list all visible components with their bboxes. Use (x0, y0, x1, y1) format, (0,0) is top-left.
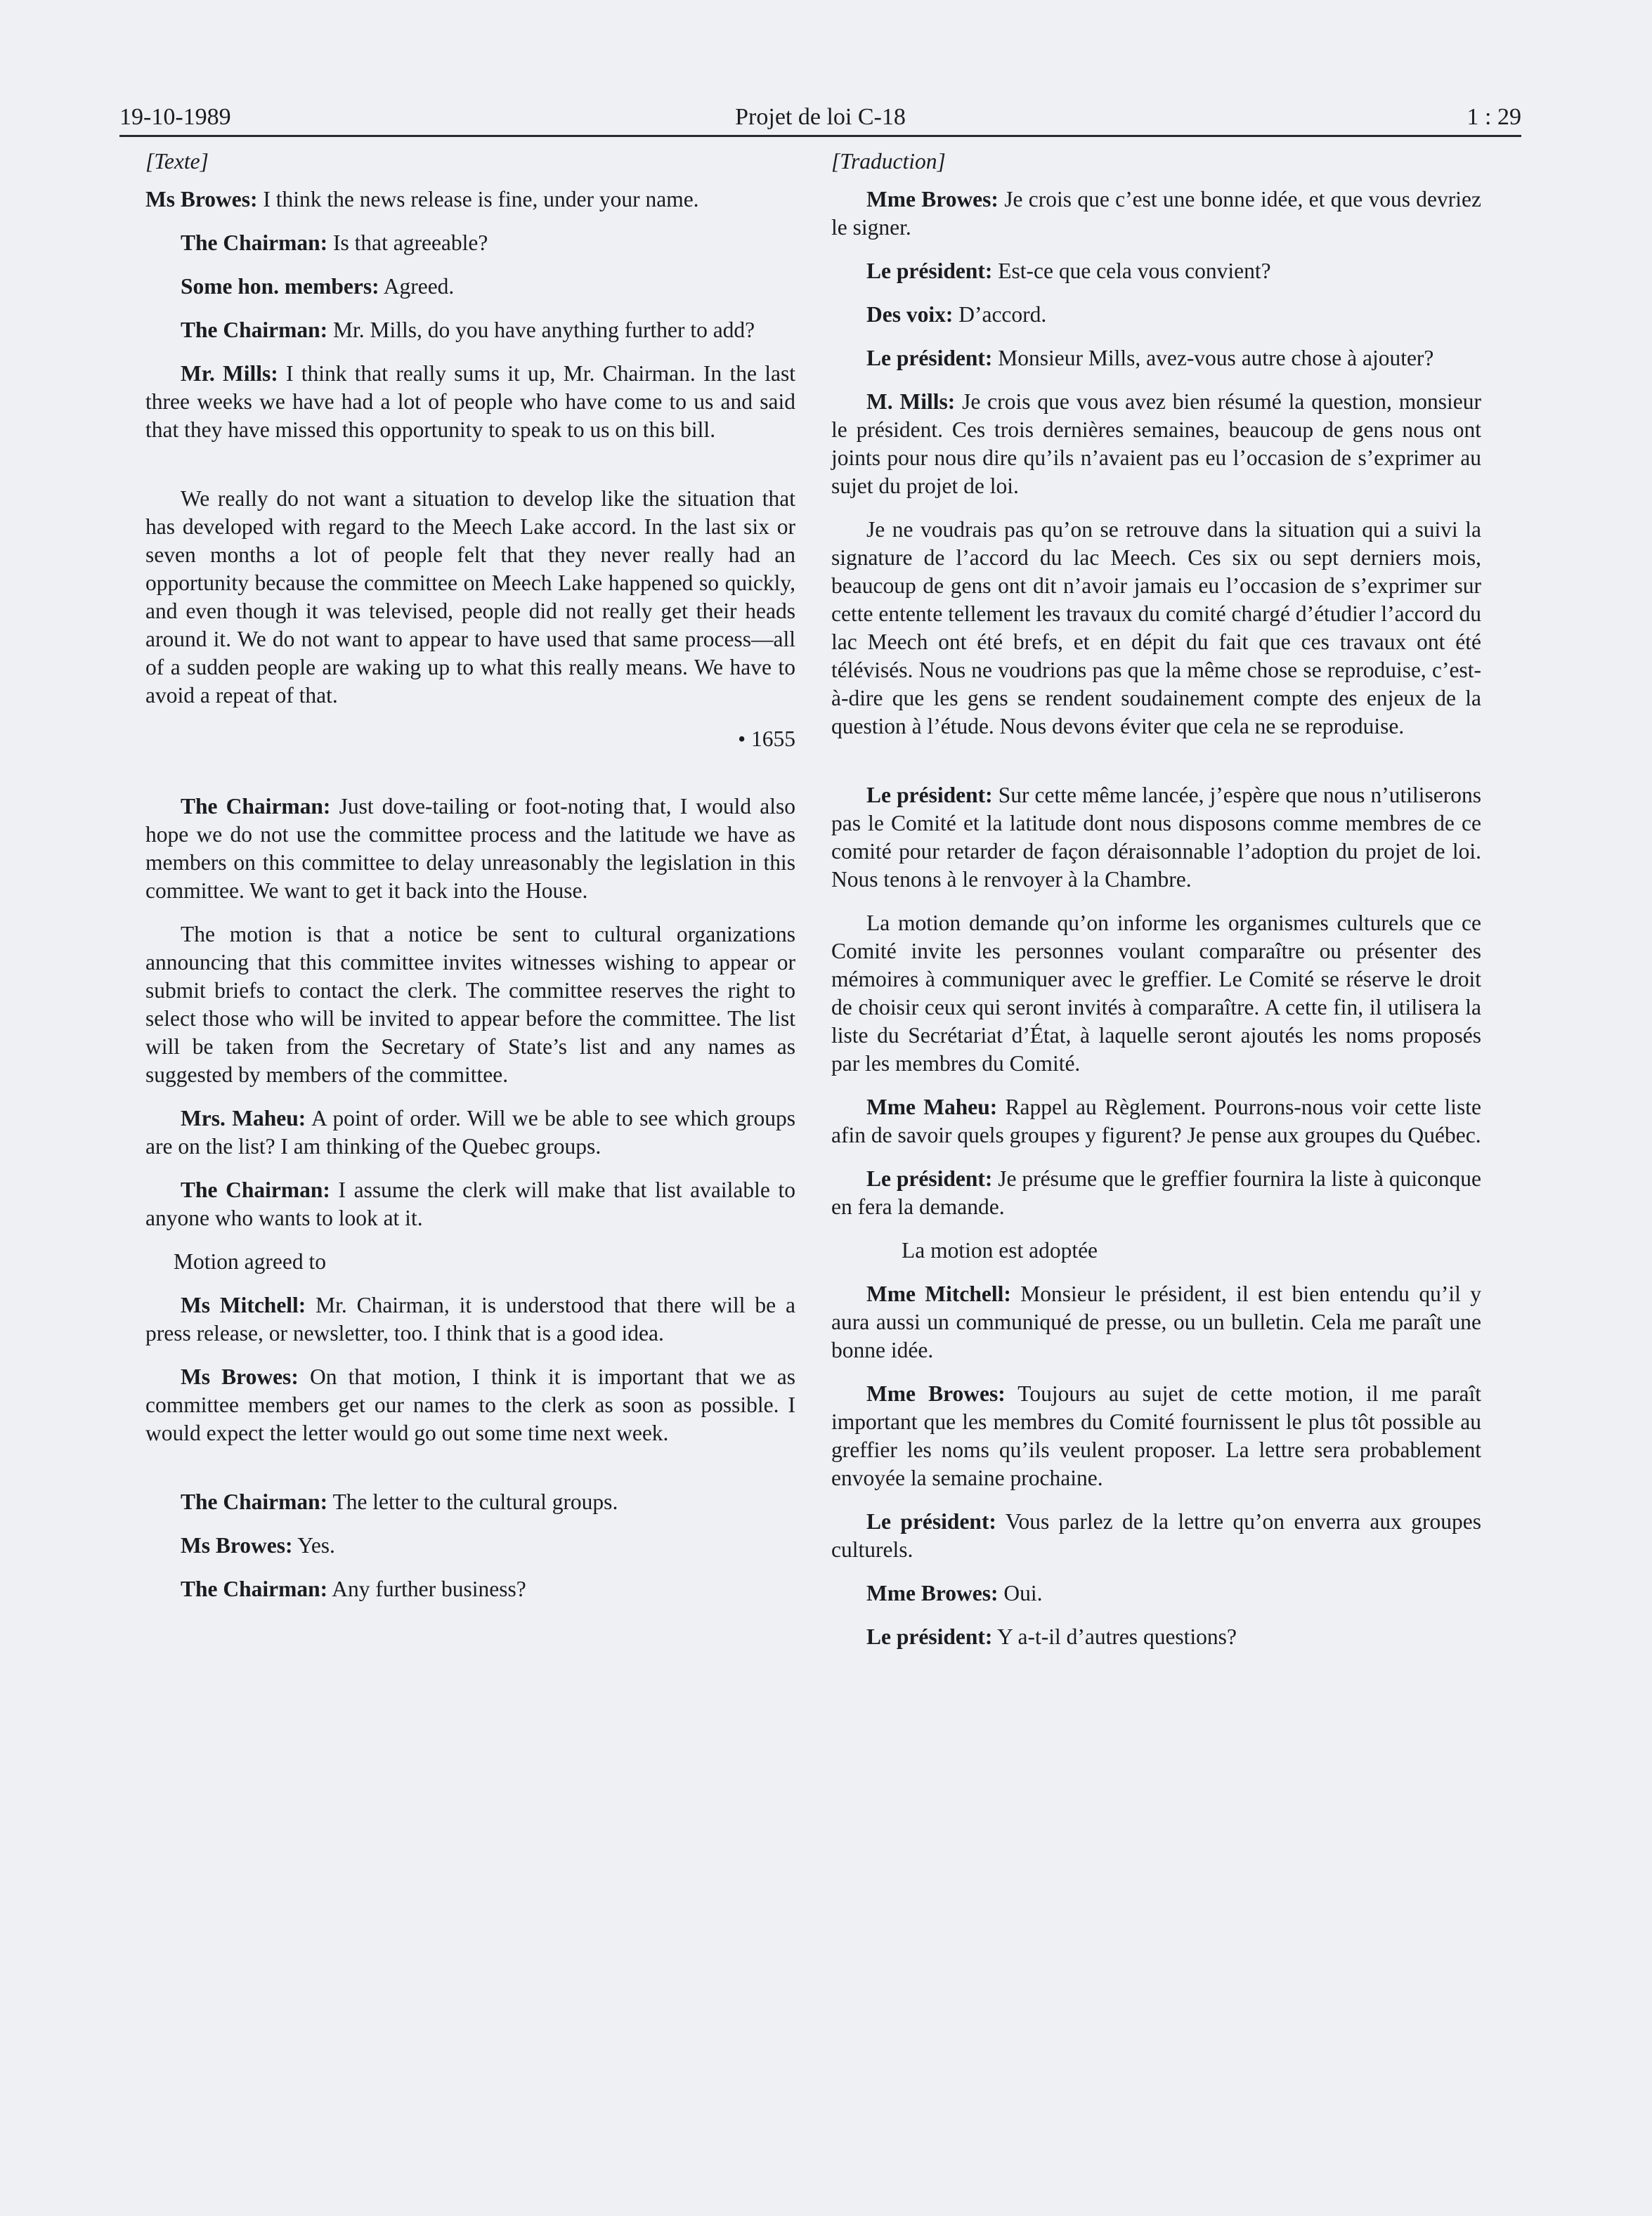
paragraph (145, 793, 795, 905)
header-title: Projet de loi C-18 (735, 104, 906, 130)
paragraph (831, 388, 1481, 500)
speaker-name: Des voix: (866, 302, 954, 327)
paragraph (831, 909, 1481, 1078)
paragraph (831, 1093, 1481, 1149)
speaker-name: Mme Browes: (866, 1581, 999, 1605)
paragraph (831, 781, 1481, 894)
speaker-name: Mme Browes: (866, 187, 999, 211)
paragraph (145, 316, 795, 344)
paragraph (831, 1380, 1481, 1492)
speaker-name: Mrs. Maheu: (181, 1106, 306, 1130)
paragraph (145, 920, 795, 1089)
speaker-name: Mr. Mills: (181, 361, 278, 386)
speaker-name: Le président: (866, 1624, 993, 1649)
speech-text: Monsieur Mills, avez-vous autre chose à ajouter? (992, 346, 1434, 370)
motion-text: La motion est adoptée (902, 1238, 1098, 1263)
paragraph (831, 301, 1481, 329)
speaker-name: Ms Browes: (181, 1533, 293, 1558)
header-date: 19-10-1989 (119, 104, 231, 130)
speaker-name: The Chairman: (181, 1178, 330, 1202)
speech-text: Y a-t-il d’autres questions? (992, 1624, 1237, 1649)
speech-text: I assume the clerk will make that list available to anyone who wants to look at it. (145, 1178, 795, 1230)
speech-text: Je crois que vous avez bien résumé la question, monsieur le président. Ces trois dernières semaines, beaucoup de gens nous ont joints pour nous dire qu’ils n’avaient pas eu l’occasion de s’exprimer au sujet du projet de loi. (831, 389, 1482, 498)
paragraph (831, 257, 1481, 285)
speech-text: Je présume que le greffier fournira la liste à quiconque en fera la demande. (831, 1166, 1482, 1219)
speaker-name: Mme Maheu: (866, 1095, 998, 1119)
speaker-name: Mme Browes: (866, 1381, 1006, 1406)
paragraph (145, 229, 795, 257)
speaker-name: Le président: (866, 1166, 993, 1191)
speech-text: Just dove-tailing or foot-noting that, I would also hope we do not use the committee process and the latitude we have as members on this committee to delay unreasonably the legislation in this committee. We want to get it back into the House. (145, 794, 795, 903)
paragraph (145, 1176, 795, 1232)
speech-text: Any further business? (327, 1577, 526, 1601)
paragraph (831, 516, 1481, 741)
speech-text: La motion demande qu’on informe les organismes culturels que ce Comité invite les personnes voulant comparaître ou présenter des mémoires à communiquer avec le greffier. Le Comité se réserve le droit de choisir ceux qui seront invités à comparaître. A cette fin, il utilisera la liste du Secrétariat d’État, à laquelle seront ajoutés les noms proposés par les membres du Comité. (831, 911, 1481, 1076)
paragraph (831, 1623, 1481, 1651)
paragraph (145, 1532, 795, 1560)
speaker-name: The Chairman: (181, 230, 328, 255)
speaker-name: Ms Browes: (145, 187, 258, 211)
paragraph (831, 1280, 1481, 1364)
speech-text: On that motion, I think it is important that we as committee members get our names to the clerk as soon as possible. I would expect the letter would go out some time next week. (145, 1364, 795, 1445)
paragraph (145, 273, 795, 301)
speech-text: D’accord. (953, 302, 1047, 327)
speech-text: Yes. (292, 1533, 335, 1558)
speech-text: The letter to the cultural groups. (327, 1490, 618, 1514)
french-column (831, 148, 1481, 1667)
paragraph (831, 1579, 1481, 1608)
speech-text: Monsieur le président, il est bien entendu qu’il y aura aussi un communiqué de presse, ou un bulletin. Cela me paraît une bonne idée. (831, 1282, 1481, 1362)
speaker-name: Le président: (866, 259, 993, 283)
paragraph (145, 1291, 795, 1348)
paragraph (145, 485, 795, 710)
speech-text: Rappel au Règlement. Pourrons-nous voir cette liste afin de savoir quels groupes y figurent? Je pense aux groupes du Québec. (831, 1095, 1481, 1147)
english-tag: [Texte] (145, 149, 209, 174)
speech-text: Est-ce que cela vous convient? (992, 259, 1271, 283)
speech-text: Agreed. (379, 274, 455, 299)
speech-text: Mr. Chairman, it is understood that there will be a press release, or newsletter, too. I think that is a good idea. (145, 1293, 795, 1345)
speech-text: Mr. Mills, do you have anything further to add? (327, 318, 755, 342)
speaker-name: Some hon. members: (181, 274, 379, 299)
timestamp: • 1655 (738, 726, 795, 751)
speaker-name: Le président: (866, 346, 993, 370)
speech-text: A point of order. Will we be able to see which groups are on the list? I am thinking of the Quebec groups. (145, 1106, 795, 1159)
speaker-name: The Chairman: (181, 318, 328, 342)
header-rule (119, 135, 1521, 137)
speaker-name: The Chairman: (181, 1577, 328, 1601)
speaker-name: Ms Mitchell: (181, 1293, 306, 1317)
paragraph (145, 1488, 795, 1516)
speaker-name: Ms Browes: (181, 1364, 299, 1389)
paragraph (145, 1104, 795, 1161)
speech-text: Vous parlez de la lettre qu’on enverra aux groupes culturels. (831, 1509, 1481, 1562)
speech-text: The motion is that a notice be sent to cultural organizations announcing that this committee invites witnesses wishing to appear or submit briefs to contact the clerk. The committee reserves the right to select those who will be invited to appear before the committee. The list will be taken from the Secretary of State’s list and any names as suggested by members of the committee. (145, 922, 795, 1087)
paragraph (145, 185, 795, 214)
speech-text: Toujours au sujet de cette motion, il me paraît important que les membres du Comité fournissent le plus tôt possible au greffier les noms qu’ils veulent proposer. La lettre sera probablement envoyée la semaine prochaine. (831, 1381, 1482, 1490)
speech-text: Sur cette même lancée, j’espère que nous n’utiliserons pas le Comité et la latitude dont nous disposons comme membres de ce comité pour retarder de façon déraisonnable l’adoption du projet de loi. Nous tenons à le renvoyer à la Chambre. (831, 783, 1482, 892)
paragraph (145, 360, 795, 444)
speech-text: Je crois que c’est une bonne idée, et que vous devriez le signer. (831, 187, 1481, 240)
french-tag: [Traduction] (831, 149, 946, 174)
motion-text: Motion agreed to (174, 1249, 326, 1274)
speaker-name: Le président: (866, 783, 993, 807)
speech-text: Is that agreeable? (327, 230, 488, 255)
speech-text: I think the news release is fine, under your name. (257, 187, 699, 211)
english-column (145, 148, 795, 1619)
header-page-number: 1 : 29 (1466, 104, 1521, 130)
speaker-name: The Chairman: (181, 1490, 328, 1514)
paragraph (831, 344, 1481, 372)
paragraph (831, 1508, 1481, 1564)
speaker-name: Mme Mitchell: (866, 1282, 1011, 1306)
speech-text: Je ne voudrais pas qu’on se retrouve dans la situation qui a suivi la signature de l’accord du lac Meech. Ces six ou sept derniers mois, beaucoup de gens ont dit n’avoir jamais eu l’occasion de s’exprimer sur cette entente tellement les travaux du comité chargé d’étudier l’accord du lac Meech ont été brefs, et en dépit du fait que ces travaux ont été télévisés. Nous ne voudrions pas que la même chose se reproduise, c’est-à-dire que les gens se rendent soudainement compte des enjeux de la question à l’étude. Nous devons éviter que cela ne se reproduise. (831, 517, 1481, 738)
paragraph (831, 185, 1481, 242)
speech-text: Oui. (998, 1581, 1043, 1605)
speech-text: We really do not want a situation to develop like the situation that has developed with regard to the Meech Lake accord. In the last six or seven months a lot of people felt that they never really had an opportunity because the committee on Meech Lake happened so quickly, and even though it was televised, people did not really get their heads around it. We do not want to appear to have used that same process—all of a sudden people are waking up to what this really means. We have to avoid a repeat of that. (145, 486, 795, 708)
paragraph (831, 1165, 1481, 1221)
speech-text: I think that really sums it up, Mr. Chairman. In the last three weeks we have had a lot of people who have come to us and said that they have missed this opportunity to speak to us on this bill. (145, 361, 795, 442)
speaker-name: The Chairman: (181, 794, 331, 819)
speaker-name: M. Mills: (866, 389, 956, 414)
motion-result (145, 1248, 795, 1276)
page-header (119, 98, 1521, 138)
paragraph (145, 1575, 795, 1603)
speaker-name: Le président: (866, 1509, 996, 1534)
paragraph (145, 1363, 795, 1447)
motion-result (831, 1237, 1481, 1265)
